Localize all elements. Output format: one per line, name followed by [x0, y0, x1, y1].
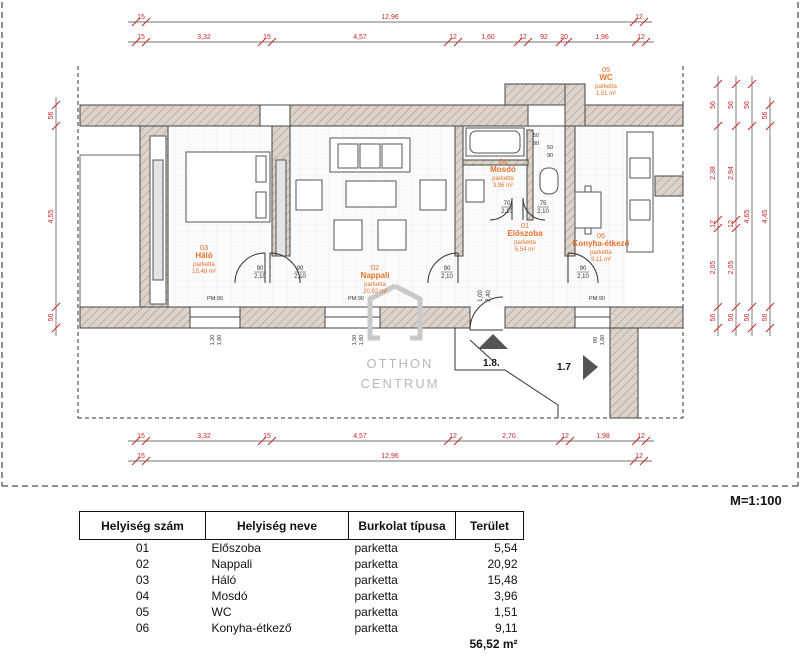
room-number: 02: [135, 557, 150, 571]
room-name-label: Háló: [195, 251, 213, 260]
dimension-label: 2,05: [710, 260, 717, 275]
room-number-label: 05: [601, 65, 611, 74]
room-area: 9,11: [495, 621, 518, 635]
dimension-label: 56: [744, 313, 751, 322]
dimension-label: 4,45: [762, 209, 769, 224]
dimension-label: 12: [519, 34, 527, 41]
dimension-label: 12: [449, 433, 457, 440]
dimension-label: 12: [561, 433, 569, 440]
room-area-label: 15,48 m²: [192, 269, 216, 275]
room-area: 20,92: [487, 557, 518, 571]
dimension-label: 12: [449, 34, 457, 41]
dimension-label: 56: [710, 101, 717, 109]
dimension-label: 56: [744, 101, 751, 109]
table-row: [80, 620, 524, 636]
window-pm-label: PM:90: [348, 296, 364, 302]
room-number: 03: [135, 573, 150, 587]
door-width-label: 90: [579, 266, 587, 272]
door-width-label: 90: [296, 266, 304, 272]
dimension-label: 12: [728, 220, 735, 228]
dimension-label: 3,32: [197, 34, 211, 41]
dimension-label: 15: [263, 433, 271, 440]
dimension-label: 4,55: [48, 209, 55, 224]
dimension-label: 2,05: [728, 260, 735, 275]
room-number-label: 02: [370, 263, 380, 272]
door-height-label: 2,40: [486, 290, 492, 302]
dimension-label: 1,60: [481, 34, 495, 41]
dimension-label: 12,96: [381, 14, 399, 21]
scale-label: M=1:100: [730, 493, 782, 508]
dimension-label: 2,38: [710, 166, 717, 180]
room-number-label: 06: [596, 231, 606, 240]
dimension-label: 12,96: [381, 453, 399, 460]
table-total-row: [80, 636, 524, 652]
room-name: Előszoba: [211, 541, 261, 555]
table-header-row: [80, 512, 524, 540]
room-name: Konyha-étkező: [211, 621, 292, 635]
dimension-label: 15: [137, 34, 145, 41]
column-header: Helyiség neve: [206, 512, 349, 540]
door-width-label: 70: [503, 201, 511, 207]
table-row: [80, 588, 524, 604]
table-row: [80, 556, 524, 572]
door-height-label: 2,10: [537, 209, 549, 215]
door-height-label: 2,10: [501, 209, 513, 215]
room-name: WC: [211, 605, 232, 619]
stair-arrows: [478, 334, 598, 380]
window-sill-label: 1,20: [210, 334, 216, 346]
dimension-label: 1,98: [596, 433, 610, 440]
room-floor: parketta: [354, 557, 398, 571]
table-row: [80, 540, 524, 557]
room-floor-label: parketta: [364, 282, 386, 288]
dimension-label: 2,70: [502, 433, 516, 440]
room-name-label: Nappali: [360, 271, 390, 280]
table-row: [80, 604, 524, 620]
room-floor: parketta: [354, 541, 398, 555]
room-area-label: 20,92 m²: [363, 289, 387, 295]
dimension-label: 92: [540, 34, 548, 41]
dimension-label: 20: [560, 34, 568, 41]
dimension-label: 4,57: [353, 34, 367, 41]
dimension-label: 12: [637, 34, 645, 41]
dimension-label: 2,94: [728, 166, 735, 180]
stair-label: 1.8.: [483, 358, 500, 369]
window-sill-label: 1,50: [352, 334, 358, 346]
room-floor-label: parketta: [193, 262, 215, 268]
dimension-label: 1,96: [595, 34, 609, 41]
window-sill-label: 1,60: [359, 334, 365, 346]
door-height-label: 2,10: [254, 274, 266, 280]
dimension-label: 4,57: [353, 433, 367, 440]
room-floor-label: parketta: [590, 250, 612, 256]
room-area-label: 9,11 m²: [591, 257, 611, 263]
window-sill-label: 90: [593, 336, 599, 344]
room-area-label: 1,51 m²: [595, 91, 617, 97]
dimension-label: 15: [137, 14, 145, 21]
wc-dimension-label: 50: [546, 145, 554, 151]
room-floor: parketta: [354, 621, 398, 635]
room-floor: parketta: [354, 573, 398, 587]
dimension-label: 12: [710, 220, 717, 228]
door-height-label: 2,10: [294, 274, 306, 280]
dimension-label: 56: [728, 313, 735, 322]
room-name: Háló: [211, 573, 237, 587]
window-sill-label: 1,60: [217, 334, 223, 346]
door-width-label: 1,00: [478, 290, 484, 302]
dimension-label: 4,65: [744, 209, 751, 224]
room-name-label: Konyha-étkező: [572, 239, 630, 248]
door-width-label: 90: [256, 266, 264, 272]
room-name: Mosdó: [211, 589, 248, 603]
wc-dimension-label: 90: [532, 141, 540, 147]
room-area: 15,48: [487, 573, 518, 587]
door-height-label: 2,10: [577, 274, 589, 280]
door-width-label: 90: [443, 266, 451, 272]
room-floor: parketta: [354, 589, 398, 603]
room-area: 3,96: [494, 589, 518, 603]
dimension-label: 56: [762, 313, 769, 322]
dimension-label: 56: [710, 313, 717, 322]
wc-dimension-label: 90: [546, 153, 554, 159]
door-height-label: 2,10: [441, 274, 453, 280]
dimension-label: 56: [762, 111, 769, 120]
room-name-label: Előszoba: [507, 229, 543, 238]
dimension-label: 56: [728, 101, 735, 109]
column-header: Terület: [456, 512, 524, 540]
watermark-text: CENTRUM: [360, 376, 440, 391]
room-area: 1,51: [494, 605, 518, 619]
watermark-text: OTTHON: [366, 356, 434, 371]
room-number: 06: [135, 621, 150, 635]
column-header: Helyiség szám: [80, 512, 206, 540]
dimension-label: 56: [48, 313, 55, 322]
total-area: 56,52 m²: [469, 637, 518, 651]
dimension-label: 15: [137, 433, 145, 440]
wc-dimension-label: 50: [532, 133, 540, 139]
room-number-label: 03: [199, 243, 209, 252]
window-sill-label: 1,60: [600, 334, 606, 346]
room-area-label: 3,96 m²: [492, 183, 514, 189]
room-area: 5,54: [494, 541, 518, 555]
room-name-label: WC: [599, 73, 613, 82]
room-table: [79, 511, 524, 652]
room-number-label: 01: [520, 221, 530, 230]
dimension-label: 12: [637, 433, 645, 440]
column-header: Burkolat típusa: [349, 512, 456, 540]
dimension-label: 3,32: [197, 433, 211, 440]
room-number: 01: [135, 541, 150, 555]
room-area-label: 5,54 m²: [514, 247, 536, 253]
table-row: [80, 572, 524, 588]
dimension-label: 56: [48, 111, 55, 120]
room-floor-label: parketta: [492, 176, 514, 182]
room-floor: parketta: [354, 605, 398, 619]
room-number: 04: [135, 589, 150, 603]
dimension-label: 12: [635, 453, 643, 460]
dimension-label: 15: [137, 453, 145, 460]
door-width-label: 75: [539, 201, 547, 207]
window-pm-label: PM:90: [207, 296, 223, 302]
window-pm-label: PM:90: [589, 296, 605, 302]
dimension-label: 15: [263, 34, 271, 41]
room-floor-label: parketta: [595, 84, 617, 90]
dimension-label: 12: [635, 14, 643, 21]
stair-label: 1.7: [557, 362, 571, 373]
room-name: Nappali: [211, 557, 253, 571]
room-number: 05: [135, 605, 150, 619]
room-floor-label: parketta: [514, 240, 536, 246]
room-number-label: 04: [498, 157, 508, 166]
room-name-label: Mosdó: [490, 165, 516, 174]
